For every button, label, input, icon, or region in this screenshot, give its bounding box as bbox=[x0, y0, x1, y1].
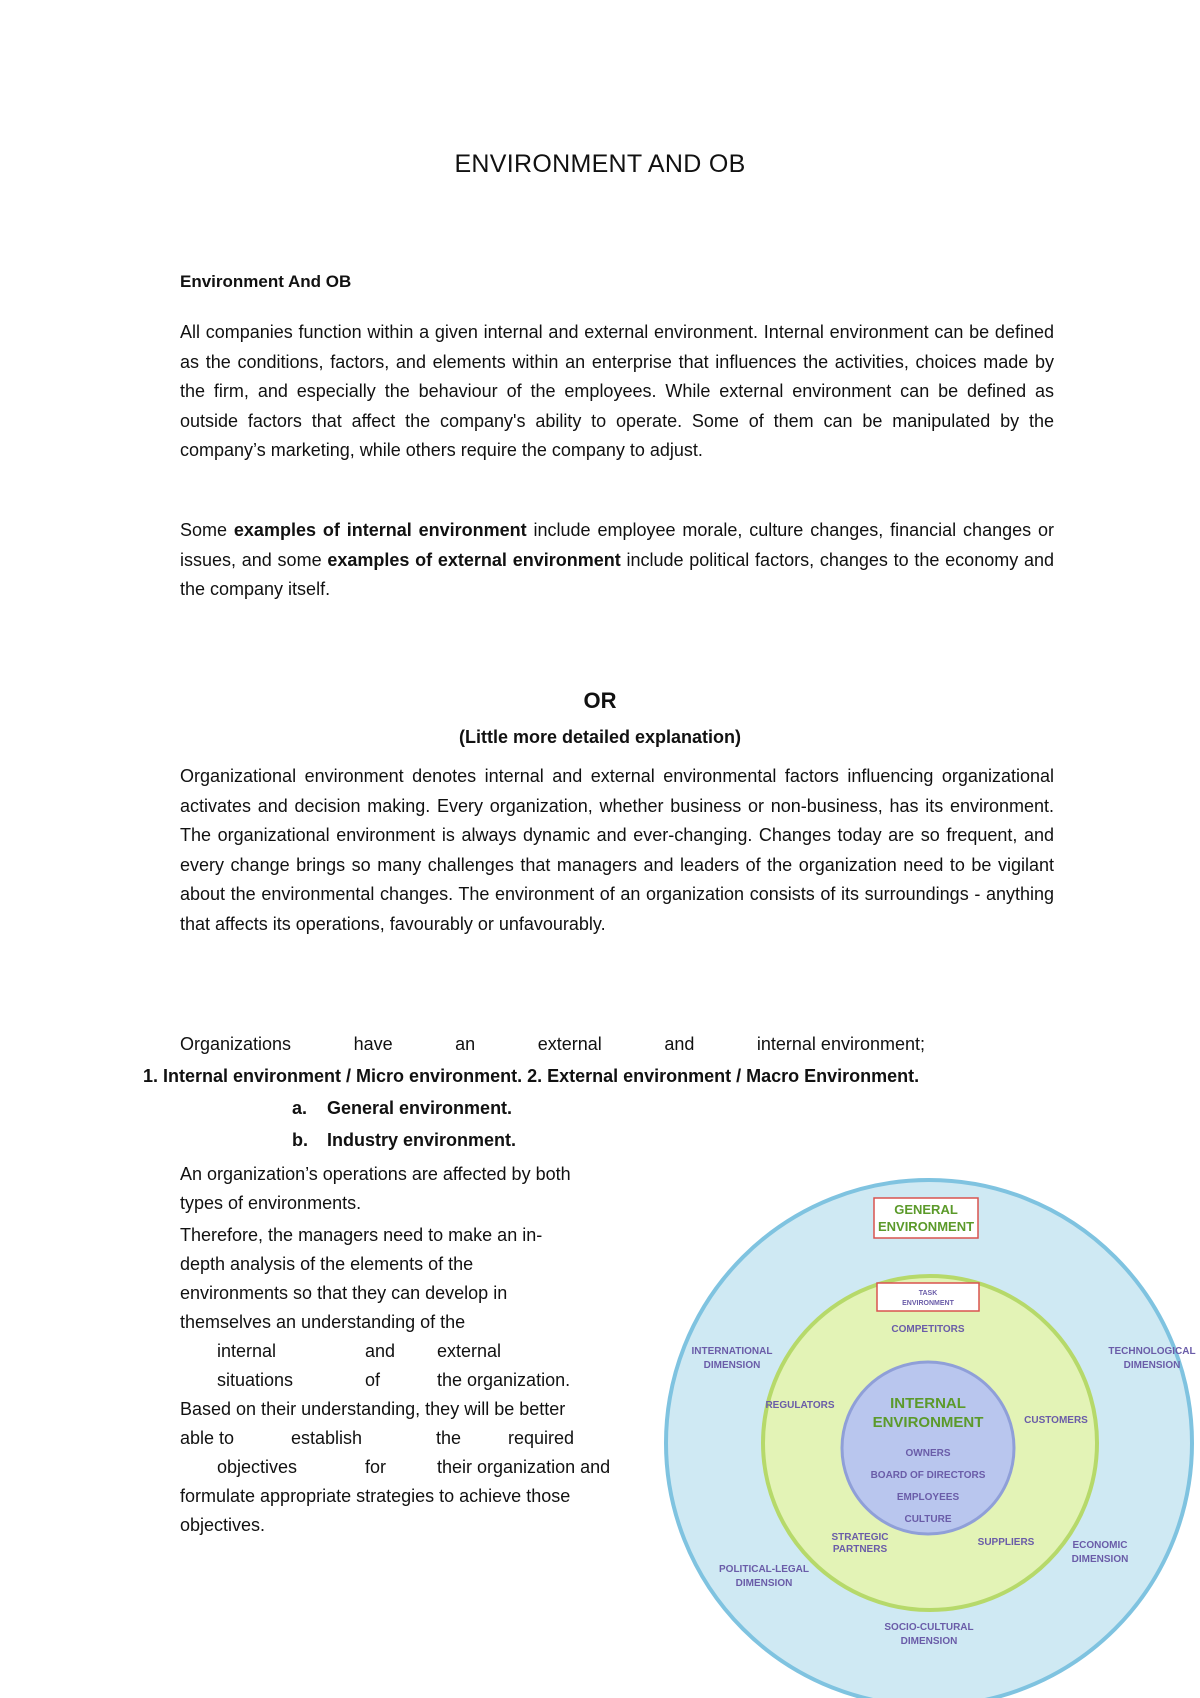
examples-text-2: include employee morale, culture changes, financial changes or issues, and some bbox=[180, 520, 1054, 570]
examples-text-1: Some bbox=[180, 520, 234, 540]
international-dimension-label: DIMENSION bbox=[703, 1360, 761, 1371]
political-legal-dimension-label: DIMENSION bbox=[735, 1578, 793, 1589]
word: and bbox=[664, 1034, 695, 1054]
paragraph-intro: All companies function within a given internal and external environment. Internal environment can be defined as the conditions, factors, and elements within an enterprise that influences the activities, choices made by the firm, and especially the behaviour of the employees. While external environment can be defined as outside factors that affect the company's ability to operate. Some of them can be manipulated by the company’s marketing, while others require the company to adjust. bbox=[180, 322, 1054, 460]
word: the organization. bbox=[437, 1370, 571, 1390]
environment-diagram bbox=[664, 1168, 1200, 1698]
strategic-partners-label: STRATEGIC bbox=[831, 1532, 889, 1543]
paragraph-examples bbox=[180, 516, 1054, 605]
text-line bbox=[180, 1366, 634, 1395]
list-item-label: General environment. bbox=[327, 1098, 513, 1118]
word: their organization and bbox=[437, 1457, 611, 1477]
word: for bbox=[365, 1457, 387, 1477]
task-environment-label: TASK bbox=[918, 1290, 938, 1297]
text-line: types of environments. bbox=[180, 1193, 362, 1213]
word: objectives bbox=[217, 1457, 298, 1477]
word: external bbox=[537, 1034, 602, 1054]
word: the bbox=[436, 1428, 462, 1448]
owners-label: OWNERS bbox=[905, 1448, 951, 1459]
international-dimension-label: INTERNATIONAL bbox=[691, 1346, 773, 1357]
customers-label: CUSTOMERS bbox=[1024, 1415, 1088, 1426]
text-line: objectives. bbox=[180, 1515, 266, 1535]
word: external bbox=[437, 1341, 502, 1361]
internal-environment-label: ENVIRONMENT bbox=[872, 1414, 984, 1431]
or-subheading: (Little more detailed explanation) bbox=[458, 727, 742, 747]
word: an bbox=[455, 1034, 476, 1054]
competitors-label: COMPETITORS bbox=[891, 1324, 965, 1335]
internal-environment-label: INTERNAL bbox=[890, 1395, 966, 1412]
text-line: depth analysis of the elements of the bbox=[180, 1254, 474, 1274]
socio-cultural-dimension-label: DIMENSION bbox=[900, 1636, 958, 1647]
examples-external-bold: examples of external environment bbox=[327, 549, 621, 570]
or-heading: OR bbox=[583, 688, 617, 713]
paragraph-detailed: Organizational environment denotes internal and external environmental factors influencing organizational activates and decision making. Every organization, whether business or non-business, has its environment. The organizational environment is always dynamic and ever-changing. Changes today are so frequent, and every change brings so many challenges that managers and leaders of the organization need to be vigilant about the environmental changes. The environment of an organization consists of its surroundings - anything that affects its operations, favourably or unfavourably. bbox=[180, 766, 1054, 934]
text-line bbox=[180, 1337, 634, 1366]
section-subheading: Environment And OB bbox=[180, 272, 352, 291]
employees-label: EMPLOYEES bbox=[896, 1492, 960, 1503]
text-line: themselves an understanding of the bbox=[180, 1312, 466, 1332]
list-marker: a. bbox=[292, 1098, 308, 1118]
word: situations bbox=[217, 1370, 294, 1390]
word: required bbox=[508, 1428, 575, 1448]
task-environment-label: ENVIRONMENT bbox=[902, 1300, 954, 1307]
word: have bbox=[353, 1034, 393, 1054]
strategic-partners-label: PARTNERS bbox=[832, 1544, 888, 1555]
word: Organizations bbox=[180, 1034, 292, 1054]
environment-types-list: 1. Internal environment / Micro environment. 2. External environment / Macro Environment. bbox=[143, 1066, 920, 1086]
suppliers-label: SUPPLIERS bbox=[977, 1537, 1035, 1548]
socio-cultural-dimension-label: SOCIO-CULTURAL bbox=[884, 1622, 974, 1633]
text-line bbox=[180, 1424, 634, 1453]
text-line bbox=[180, 1453, 634, 1482]
environment-types-intro bbox=[180, 1034, 925, 1055]
technological-dimension-label: DIMENSION bbox=[1123, 1360, 1181, 1371]
list-marker: b. bbox=[292, 1130, 308, 1150]
word: able to bbox=[180, 1428, 235, 1448]
board-label: BOARD OF DIRECTORS bbox=[870, 1470, 986, 1481]
word: of bbox=[365, 1370, 381, 1390]
text-line: An organization’s operations are affected by both bbox=[180, 1164, 571, 1184]
technological-dimension-label: TECHNOLOGICAL bbox=[1108, 1346, 1196, 1357]
word: internal bbox=[217, 1341, 277, 1361]
examples-internal-bold: examples of internal environment bbox=[233, 520, 527, 540]
list-item-general bbox=[292, 1098, 512, 1119]
word: establish bbox=[291, 1428, 363, 1448]
text-line: environments so that they can develop in bbox=[180, 1283, 508, 1303]
general-environment-label: ENVIRONMENT bbox=[877, 1219, 975, 1234]
text-line: Therefore, the managers need to make an in- bbox=[180, 1225, 543, 1245]
left-column-text bbox=[180, 1160, 634, 1540]
economic-dimension-label: DIMENSION bbox=[1071, 1554, 1129, 1565]
text-line: Based on their understanding, they will be better bbox=[180, 1399, 566, 1419]
examples-text-3: include political factors, changes to the economy and the company itself. bbox=[180, 549, 1054, 599]
page-title: ENVIRONMENT AND OB bbox=[454, 150, 746, 178]
economic-dimension-label: ECONOMIC bbox=[1072, 1540, 1128, 1551]
political-legal-dimension-label: POLITICAL-LEGAL bbox=[719, 1564, 809, 1575]
text-line: formulate appropriate strategies to achieve those bbox=[180, 1486, 571, 1506]
word: and bbox=[365, 1341, 396, 1361]
culture-label: CULTURE bbox=[904, 1514, 952, 1525]
list-item-label: Industry environment. bbox=[327, 1130, 517, 1150]
general-environment-label: GENERAL bbox=[894, 1202, 958, 1217]
list-item-industry bbox=[292, 1130, 516, 1151]
regulators-label: REGULATORS bbox=[765, 1400, 835, 1411]
word: internal environment; bbox=[756, 1034, 925, 1054]
